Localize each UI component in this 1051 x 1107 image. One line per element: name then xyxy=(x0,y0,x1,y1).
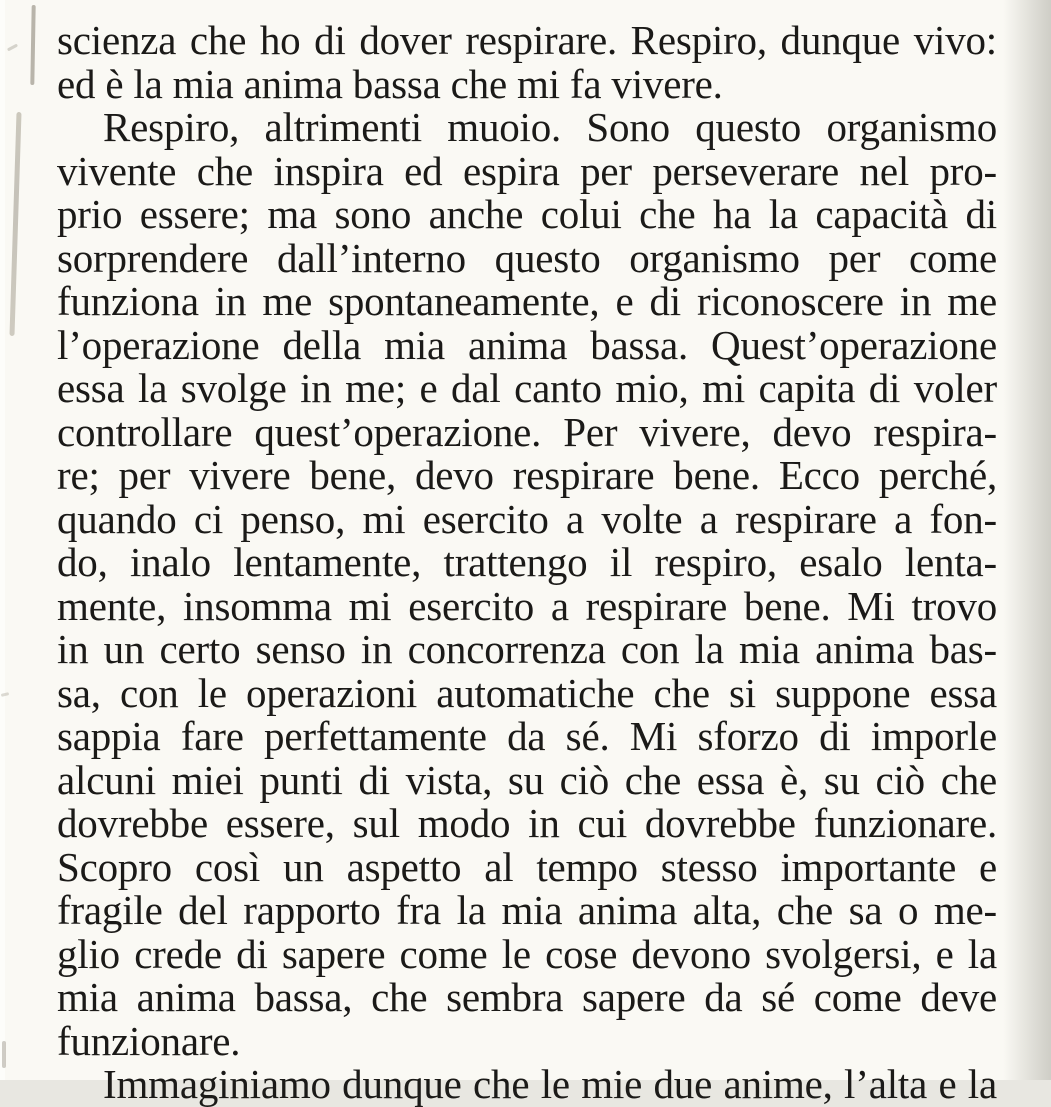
text-line: mia anima bassa, che sembra sapere da sé come deve xyxy=(57,974,997,1020)
text-line: fragile del rapporto fra la mia anima alta, che sa o me- xyxy=(57,887,997,933)
text-line: funziona in me spontaneamente, e di riconoscere in me xyxy=(57,278,997,324)
text-line: essa la svolge in me; e dal canto mio, mi capita di voler xyxy=(57,365,997,411)
text-line: vivente che inspira ed espira per perseverare nel pro- xyxy=(57,147,997,194)
page-text-block xyxy=(57,19,997,1107)
pencil-margin-mark xyxy=(2,1041,6,1068)
scan-right-edge-shadow xyxy=(1003,0,1051,1080)
text-line: sorprendere dall’interno questo organismo per come xyxy=(57,234,997,281)
text-line: controllare quest’operazione. Per vivere, devo respira- xyxy=(57,408,997,455)
text-line: glio crede di sapere come le cose devono svolgersi, e la xyxy=(57,930,997,977)
text-line: re; per vivere bene, devo respirare bene. Ecco perché, xyxy=(57,452,997,498)
text-line: alcuni miei punti di vista, su ciò che essa è, su ciò che xyxy=(57,756,997,803)
text-line: do, inalo lentamente, trattengo il respiro, esalo lenta- xyxy=(57,539,997,585)
text-line: prio essere; ma sono anche colui che ha la capacità di xyxy=(57,191,997,237)
pencil-margin-mark xyxy=(30,5,35,85)
text-line: Respiro, altrimenti muoio. Sono questo organismo xyxy=(103,104,997,150)
text-line: sa, con le operazioni automatiche che si suppone essa xyxy=(57,669,997,716)
pencil-margin-mark xyxy=(9,112,21,336)
text-line-partial: Immaginiamo dunque che le mie due anime, l’alta e la xyxy=(103,1061,997,1107)
text-line: ed è la mia anima bassa che mi fa vivere. xyxy=(57,60,723,107)
text-line: Scopro così un aspetto al tempo stesso importante e xyxy=(57,843,997,890)
pencil-margin-mark xyxy=(7,44,18,52)
text-line: sappia fare perfettamente da sé. Mi sforzo di imporle xyxy=(57,713,997,759)
text-line: l’operazione della mia anima bassa. Quest’operazione xyxy=(57,321,997,368)
text-line: in un certo senso in concorrenza con la mia anima bas- xyxy=(57,626,997,672)
text-line: mente, insomma mi esercito a respirare bene. Mi trovo xyxy=(57,582,997,629)
text-line: scienza che ho di dover respirare. Respiro, dunque vivo: xyxy=(57,17,997,63)
text-line: quando ci penso, mi esercito a volte a respirare a fon- xyxy=(57,495,997,542)
text-line: funzionare. xyxy=(57,1017,241,1064)
scan-left-edge xyxy=(0,0,5,1080)
text-line: dovrebbe essere, sul modo in cui dovrebbe funzionare. xyxy=(57,800,997,846)
